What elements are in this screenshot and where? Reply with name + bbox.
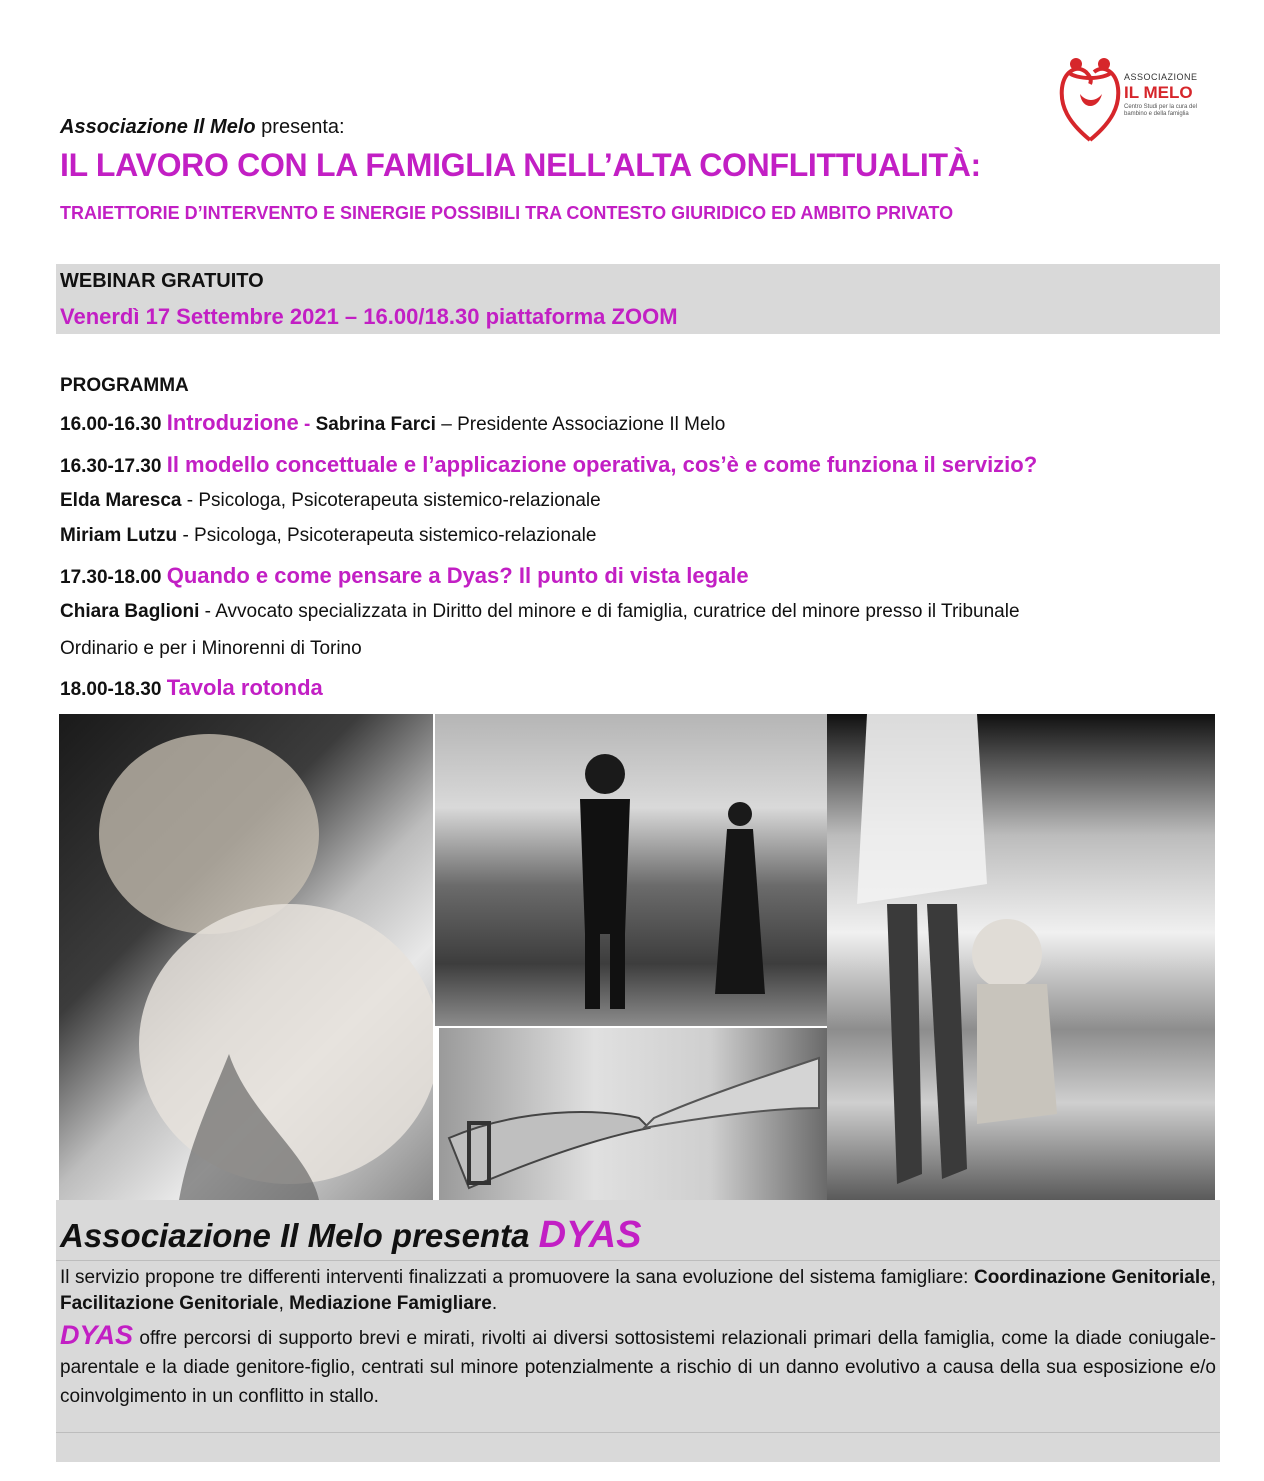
comma: , [1210, 1267, 1217, 1288]
photo-couple-beach [435, 714, 827, 1026]
speaker-line [60, 525, 596, 547]
speaker-name: Elda Maresca [60, 490, 182, 511]
logo-text-il-melo: IL MELO [1124, 83, 1193, 102]
embrace-silhouette-icon [59, 714, 433, 1200]
dyas-paragraph-1 [60, 1265, 1216, 1317]
dyas-paragraph-2 [60, 1321, 1216, 1411]
association-logo [1058, 50, 1208, 150]
photo-mother-child [827, 714, 1215, 1200]
couple-silhouette-icon [435, 714, 827, 1026]
main-title: IL LAVORO CON LA FAMIGLIA NELL’ALTA CONFLITTUALITÀ: [60, 147, 981, 183]
org-name: Associazione Il Melo [60, 116, 256, 138]
speaker-name: Sabrina Farci [315, 414, 436, 435]
hands-icon [439, 1028, 827, 1200]
speaker-role: – Presidente Associazione Il Melo [435, 414, 726, 435]
speaker-name: Chiara Baglioni [60, 601, 200, 622]
dyas-title [60, 1214, 641, 1257]
program-time: 18.00-18.30 [60, 679, 167, 700]
dyas-word: DYAS [60, 1320, 134, 1350]
dyas-title-word: DYAS [538, 1214, 642, 1256]
speaker-role: - Psicologa, Psicoterapeuta sistemico-relazionale [177, 525, 597, 546]
subtitle: TRAIETTORIE D’INTERVENTO E SINERGIE POSSIBILI TRA CONTESTO GIURIDICO ED AMBITO PRIVATO [60, 203, 954, 223]
service-facilitazione: Facilitazione Genitoriale [60, 1293, 279, 1314]
logo-text-associazione: ASSOCIAZIONE [1124, 72, 1198, 82]
speaker-line [60, 490, 601, 512]
speaker-role: - Psicologa, Psicoterapeuta sistemico-relazionale [181, 490, 601, 511]
divider [56, 1260, 1220, 1261]
logo-tagline: Centro Studi per la cura del bambino e della famiglia [1124, 104, 1198, 117]
programma-heading: PROGRAMMA [60, 375, 189, 396]
divider [56, 1432, 1220, 1433]
comma: , [278, 1293, 290, 1314]
presents-word: presenta: [255, 116, 345, 138]
program-title: Il modello concettuale e l’applicazione operativa, cos’è e come funziona il servizio? [166, 452, 1038, 477]
program-title: Introduzione [166, 410, 299, 435]
speaker-name: Miriam Lutzu [60, 525, 178, 546]
program-title: Tavola rotonda [166, 675, 323, 700]
photo-collage [59, 714, 1215, 1200]
dyas-description: offre percorsi di supporto brevi e mirati, rivolti ai diversi sottosistemi relazionali primari della famiglia, come la diade coniugale-parentale e la diade genitore-figlio, centrati sul minore potenzialmente a rischio di un danno evolutivo a causa della sua esposizione e/o coinvolgimento in un conflitto in stallo. [60, 1328, 1216, 1407]
speaker-line [60, 601, 1020, 623]
program-time: 16.30-17.30 [60, 456, 167, 477]
program-item-3 [60, 563, 749, 589]
program-separator: - [298, 414, 316, 435]
heart-logo-icon [1058, 50, 1122, 146]
presents-line [60, 116, 345, 139]
dyas-info-box [56, 1200, 1220, 1462]
program-title: Quando e come pensare a Dyas? Il punto di vista legale [166, 563, 749, 588]
speaker-role-continued: Ordinario e per i Minorenni di Torino [60, 638, 362, 659]
webinar-date: Venerdì 17 Settembre 2021 – 16.00/18.30 piattaforma ZOOM [60, 304, 678, 329]
program-item-1 [60, 410, 725, 436]
webinar-info-box [56, 264, 1220, 334]
period: . [491, 1293, 498, 1314]
photo-embrace [59, 714, 433, 1200]
program-item-4 [60, 675, 323, 701]
program-item-2 [60, 452, 1037, 478]
dyas-title-prefix: Associazione Il Melo presenta [60, 1217, 539, 1254]
dyas-intro-text: Il servizio propone tre differenti interventi finalizzati a promuovere la sana evoluzione del sistema famigliare: [60, 1267, 969, 1288]
mother-child-icon [827, 714, 1215, 1200]
service-coordinazione: Coordinazione Genitoriale [973, 1267, 1211, 1288]
speaker-role: - Avvocato specializzata in Diritto del minore e di famiglia, curatrice del minore presso il Tribunale [199, 601, 1020, 622]
webinar-label: WEBINAR GRATUITO [60, 270, 264, 292]
photo-hands [439, 1028, 827, 1200]
program-time: 17.30-18.00 [60, 567, 167, 588]
service-mediazione: Mediazione Famigliare [289, 1293, 492, 1314]
program-time: 16.00-16.30 [60, 414, 167, 435]
